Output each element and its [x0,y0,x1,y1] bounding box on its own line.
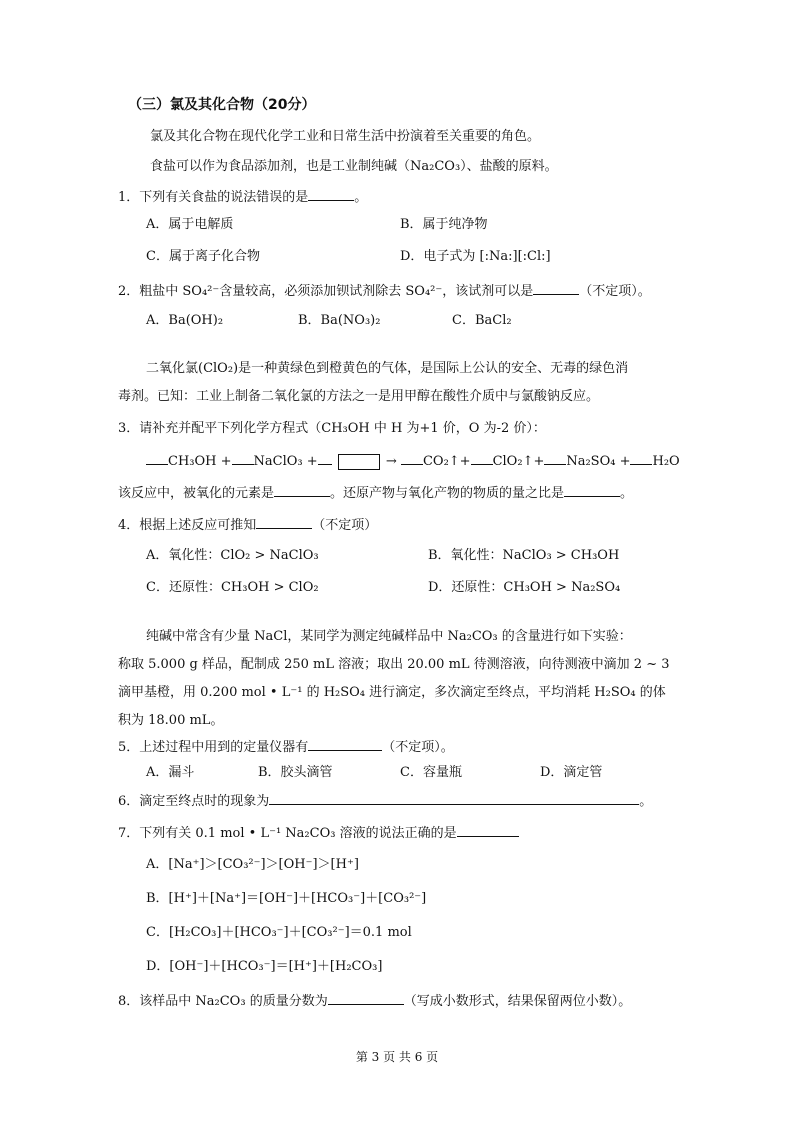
q3-sub-text-1: 该反应中，被氧化的元素是 [118,486,275,501]
eq-product-3: Na₂SO₄ + [566,454,631,469]
answer-blank-7[interactable] [457,824,519,837]
coef-blank-5[interactable] [471,452,493,465]
q5-option-b[interactable]: B．胶头滴管 [258,765,333,780]
na2co3-passage-line-4: 积为 18.00 mL。 [118,713,224,728]
q5-option-c[interactable]: C．容量瓶 [400,765,462,780]
question-5-end: （不定项）。 [382,740,454,755]
question-4-text: 4．根据上述反应可推知 [118,518,257,533]
question-5-text: 5．上述过程中用到的定量仪器有 [118,740,309,755]
answer-blank-5[interactable] [308,738,382,751]
q3-sub-text-2: 。还原产物与氧化产物的物质的量之比是 [330,486,565,501]
coef-blank-4[interactable] [401,452,423,465]
coef-blank-2[interactable] [232,452,254,465]
q1-option-d[interactable]: D．电子式为 [:Na:][:Cl:] [400,249,551,264]
coef-blank-3[interactable] [318,452,332,465]
missing-reactant-box[interactable] [338,454,380,470]
q4-option-c[interactable]: C．还原性：CH₃OH > ClO₂ [146,580,319,595]
q4-option-b[interactable]: B．氧化性：NaClO₃ > CH₃OH [428,548,620,563]
question-6-stem [118,792,652,811]
q7-option-c[interactable]: C．[H₂CO₃]＋[HCO₃⁻]＋[CO₃²⁻]＝0.1 mol [146,925,412,940]
q4-option-a[interactable]: A．氧化性：ClO₂ > NaClO₃ [146,548,319,563]
answer-blank-3a[interactable] [274,484,330,497]
q7-option-b[interactable]: B．[H⁺]＋[Na⁺]＝[OH⁻]＋[HCO₃⁻]＋[CO₃²⁻] [146,891,427,906]
q3-sub-text-3: 。 [620,486,634,501]
na2co3-passage-line-2: 称取 5.000 g 样品，配制成 250 mL 溶液；取出 20.00 mL 待测溶液，向待测液中滴加 2 ~ 3 [118,657,670,672]
question-3-sub [118,484,633,503]
page-footer: 第 3 页 共 6 页 [355,1050,439,1064]
question-3-stem: 3．请补充并配平下列化学方程式（CH₃OH 中 H 为+1 价，O 为-2 价）： [118,421,546,436]
q7-option-d[interactable]: D．[OH⁻]＋[HCO₃⁻]＝[H⁺]＋[H₂CO₃] [146,959,383,974]
answer-blank-3b[interactable] [564,484,620,497]
clo2-passage-line-2: 毒剂。已知：工业上制备二氧化氯的方法之一是用甲醇在酸性介质中与氯酸钠反应。 [118,389,600,404]
q7-option-a[interactable]: A．[Na⁺]＞[CO₃²⁻]＞[OH⁻]＞[H⁺] [146,857,359,872]
q1-option-c[interactable]: C．属于离子化合物 [146,249,260,264]
question-8-end: （写成小数形式，结果保留两位小数）。 [403,994,632,1009]
question-7-text: 7．下列有关 0.1 mol • L⁻¹ Na₂CO₃ 溶液的说法正确的是 [118,826,457,841]
answer-blank-6[interactable] [269,792,639,805]
question-2-stem [118,282,651,301]
question-6-end: 。 [639,794,653,809]
coef-blank-7[interactable] [630,452,652,465]
question-1-stem [118,188,367,207]
q5-option-d[interactable]: D．滴定管 [540,765,603,780]
answer-blank-1[interactable] [308,188,354,201]
eq-arrow: → [385,454,397,469]
answer-blank-8[interactable] [328,992,404,1005]
coef-blank-1[interactable] [146,452,168,465]
intro-line-2: 食盐可以作为食品添加剂，也是工业制纯碱（Na₂CO₃）、盐酸的原料。 [150,159,558,174]
q2-option-b[interactable]: B．Ba(NO₃)₂ [298,313,381,328]
question-2-text: 2．粗盐中 SO₄²⁻含量较高，必须添加钡试剂除去 SO₄²⁻，该试剂可以是 [118,284,534,299]
eq-reactant-2: NaClO₃ + [253,454,318,469]
na2co3-passage-line-3: 滴甲基橙，用 0.200 mol • L⁻¹ 的 H₂SO₄ 进行滴定，多次滴定至终点，平均消耗 H₂SO₄ 的体 [118,685,666,700]
question-8-stem [118,992,631,1011]
q2-option-a[interactable]: A．Ba(OH)₂ [146,313,224,328]
na2co3-passage-line-1: 纯碱中常含有少量 NaCl，某同学为测定纯碱样品中 Na₂CO₃ 的含量进行如下实验： [146,629,632,644]
question-8-text: 8．该样品中 Na₂CO₃ 的质量分数为 [118,994,328,1009]
section-title: （三）氯及其化合物（20分） [128,97,316,113]
q5-option-a[interactable]: A．漏斗 [146,765,195,780]
equation-line [146,452,680,471]
q1-option-a[interactable]: A．属于电解质 [146,217,234,232]
question-7-stem [118,824,519,843]
intro-line-1: 氯及其化合物在现代化学工业和日常生活中扮演着至关重要的角色。 [150,129,541,144]
question-4-end: （不定项） [312,518,378,533]
question-4-stem [118,516,377,535]
q1-option-b[interactable]: B．属于纯净物 [400,217,488,232]
q2-option-c[interactable]: C．BaCl₂ [452,313,512,328]
eq-reactant-1: CH₃OH + [168,454,232,469]
answer-blank-2[interactable] [533,282,579,295]
clo2-passage-line-1: 二氧化氯(ClO₂)是一种黄绿色到橙黄色的气体，是国际上公认的安全、无毒的绿色消 [146,361,629,376]
question-1-text: 1．下列有关食盐的说法错误的是 [118,190,309,205]
answer-blank-4[interactable] [256,516,312,529]
coef-blank-6[interactable] [544,452,566,465]
question-2-end: （不定项）。 [579,284,651,299]
question-1-end: 。 [354,190,368,205]
eq-product-2: ClO₂↑+ [492,454,545,469]
eq-product-1: CO₂↑+ [422,454,471,469]
q4-option-d[interactable]: D．还原性：CH₃OH > Na₂SO₄ [428,580,621,595]
question-5-stem [118,738,454,757]
eq-product-4: H₂O [652,454,680,469]
question-6-text: 6．滴定至终点时的现象为 [118,794,270,809]
